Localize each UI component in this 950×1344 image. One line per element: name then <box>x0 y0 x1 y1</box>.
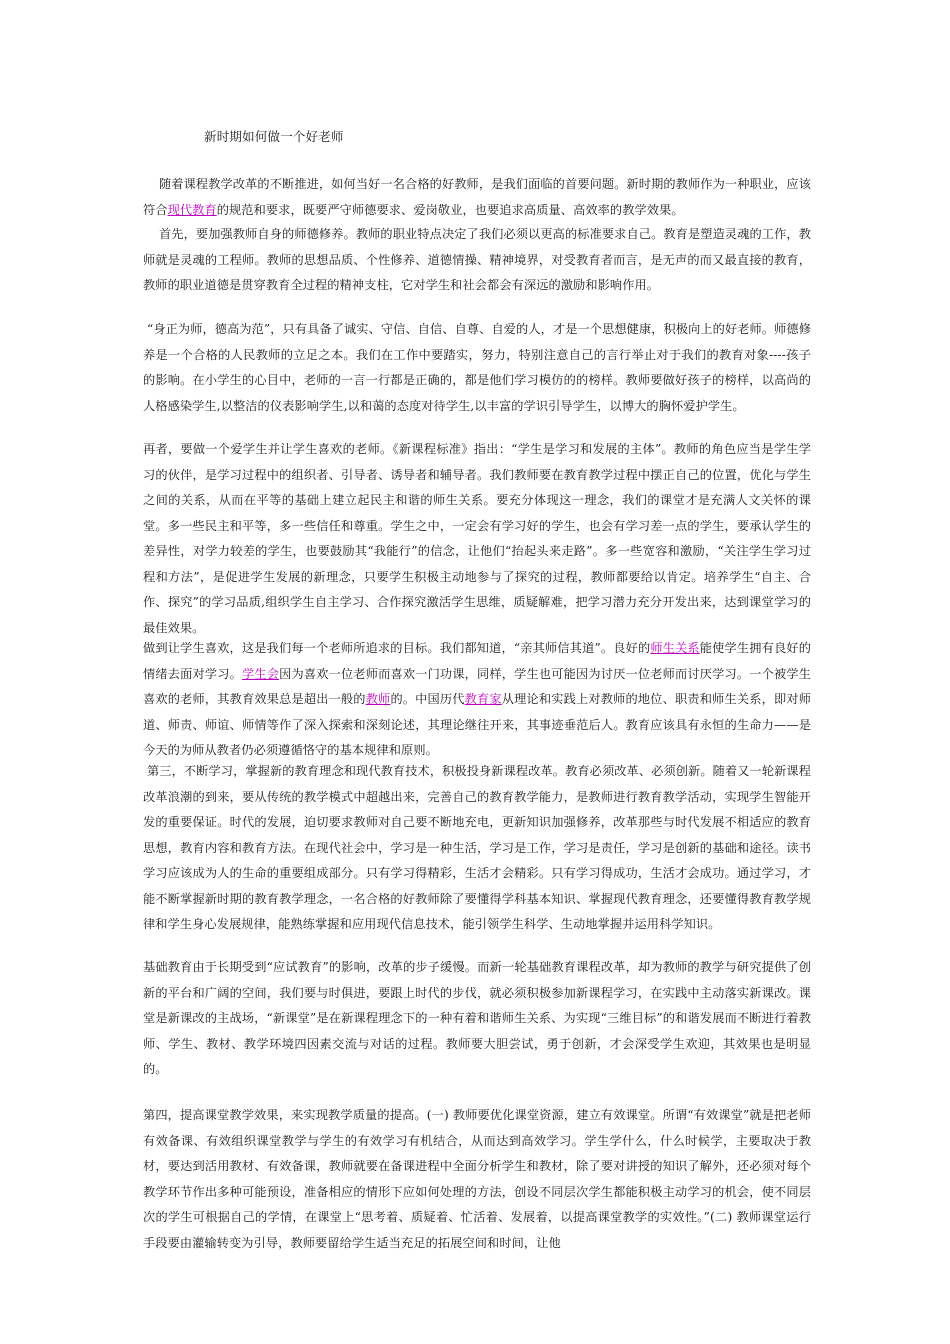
link-student-union[interactable]: 学生会 <box>241 666 280 681</box>
paragraph-liked-text-d: 的。中国历代 <box>390 692 465 706</box>
paragraph-classroom-effectiveness: 第四，提高课堂教学效果，来实现教学质量的提高。(一) 教师要优化课堂资源，建立有效课堂。所谓“有效课堂”就是把老师有效备课、有效组织课堂教学与学生的有效学习有机结合，从而达到高效学习。学生学什么，什么时候学，主要取决于教材，要达到活用教材、有效备课，教师就要在备课进程中全面分析学生和教材，除了要对讲授的知识了解外，还必须对每个教学环节作出多种可能预设，准备相应的情形下应如何处理的方法，创设不同层次学生都能积极主动学习的机会，使不同层次的学生可根据自己的学情，在课堂上“思考着、质疑着、忙活着、发展着，以提高课堂教学的实效性。”(二) 教师课堂运行手段要由灌输转变为引导，教师要留给学生适当充足的拓展空间和时间，让他 <box>143 1108 811 1250</box>
paragraph-intro-text-a: 随着课程教学改革的不断推进，如何当好一名合格的好教师，是我们面临的首要问题。新时期的教师作为一种职业，应该符合 <box>143 177 811 217</box>
paragraph-intro-text-b: 的规范和要求，既要严守师德要求、爱岗敬业，也要追求高质量、高效率的教学效果。 <box>216 202 684 217</box>
document-title: 新时期如何做一个好老师 <box>204 129 344 144</box>
paragraph-liked-text-c: 因为喜欢一位老师而喜欢一门功课，同样，学生也可能因为讨厌一位老师而讨厌学习。一个被学生喜欢的老师，其教育效果总是超出一般的 <box>143 666 811 706</box>
link-teacher[interactable]: 教师 <box>365 692 391 706</box>
paragraph-liked-text-e: 从理论和实践上对教师的地位、职责和师生关系，即对师道、师责、师谊、师情等作了深入探索和深刻论述，其理论继往开来，其事迹垂范后人。教育应该具有永恒的生命力——是今天的为师从教者仍必须遵循恪守的基本规律和原则。 <box>143 692 811 757</box>
paragraph-liked-text-b: 能使学生拥有良好的情绪去面对学习。 <box>143 641 811 681</box>
paragraph-basic-education: 基础教育由于长期受到“应试教育”的影响，改革的步子缓慢。而新一轮基础教育课程改革，却为教师的教学与研究提供了创新的平台和广阔的空间，我们要与时俱进，要跟上时代的步伐，就必须积极参加新课程学习，在实践中主动落实新课改。课堂是新课改的主战场，“新课堂”是在新课程理念下的一种有着和谐师生关系、为实现“三维目标”的和谐发展而不断进行着教师、学生、教材、教学环境四因素交流与对话的过程。教师要大胆尝试，勇于创新，才会深受学生欢迎，其效果也是明显的。 <box>143 960 811 1076</box>
paragraph-continuous-learning: 第三，不断学习，掌握新的教育理念和现代教育技术，积极投身新课程改革。教育必须改革、必须创新。随着又一轮新课程改革浪潮的到来，要从传统的教学模式中超越出来，完善自己的教育教学能力，是教师进行教育教学活动，实现学生智能开发的重要保证。时代的发展，迫切要求教师对自己要不断地充电，更新知识加强修养，改革那些与时代发展不相适应的教育思想，教育内容和教育方法。在现代社会中，学习是一种生活，学习是工作，学习是责任，学习是创新的基础和途径。读书学习应该成为人的生命的重要组成部分。只有学习得精彩，生活才会精彩。只有学习得成功，生活才会成功。通过学习，才能不断掌握新时期的教育教学理念，一名合格的好教师除了要懂得学科基本知识、掌握现代教育理念，还要懂得教育教学规律和学生身心发展规律，能熟练掌握和应用现代信息技术，能引领学生科学、生动地掌握并运用科学知识。 <box>143 764 811 931</box>
link-teacher-student-relationship[interactable]: 师生关系 <box>650 641 700 655</box>
paragraph-ethics: 首先，要加强教师自身的师德修养。教师的职业特点决定了我们必须以更高的标准要求自己。教育是塑造灵魂的工作，教师就是灵魂的工程师。教师的思想品质、个性修养、道德情操、精神境界，对受教育者而言，是无声的而又最直接的教育，教师的职业道德是贯穿教育全过程的精神支柱，它对学生和社会都会有深远的激励和影响作用。 <box>143 227 811 292</box>
paragraph-intro <box>143 172 811 223</box>
link-educator[interactable]: 教育家 <box>464 692 502 706</box>
paragraph-role-model: “身正为师，德高为范”，只有具备了诚实、守信、自信、自尊、自爱的人，才是一个思想健康，积极向上的好老师。师德修养是一个合格的人民教师的立足之本。我们在工作中要踏实，努力，特别注意自己的言行举止对于我们的教育对象----孩子的影响。在小学生的心目中，老师的一言一行都是正确的，都是他们学习模仿的的榜样。教师要做好孩子的榜样，以高尚的人格感染学生,以整洁的仪表影响学生,以和蔼的态度对待学生,以丰富的学识引导学生，以博大的胸怀爱护学生。 <box>143 322 811 413</box>
paragraph-liked-teacher <box>143 636 811 764</box>
paragraph-liked-text-a: 做到让学生喜欢，这是我们每一个老师所追求的目标。我们都知道，“亲其师信其道”。良好的 <box>143 641 651 655</box>
link-modern-education[interactable]: 现代教育 <box>167 202 217 217</box>
paragraph-love-students: 再者，要做一个爱学生并让学生喜欢的老师。《新课程标准》指出：“学生是学习和发展的主体”。教师的角色应当是学生学习的伙伴，是学习过程中的组织者、引导者、诱导者和辅导者。我们教师要在教育教学过程中摆正自己的位置，优化与学生之间的关系，从而在平等的基础上建立起民主和谐的师生关系。要充分体现这一理念，我们的课堂才是充满人文关怀的课堂。多一些民主和平等，多一些信任和尊重。学生之中，一定会有学习好的学生，也会有学习差一点的学生，要承认学生的差异性，对学力较差的学生，也要鼓励其“我能行”的信念，让他们“抬起头来走路”。多一些宽容和激励，“关注学生学习过程和方法”，是促进学生发展的新理念，只要学生积极主动地参与了探究的过程，教师都要给以肯定。培养学生“自主、合作、探究”的学习品质,组织学生自主学习、合作探究激活学生思维，质疑解难，把学习潜力充分开发出来，达到课堂学习的最佳效果。 <box>143 442 811 635</box>
